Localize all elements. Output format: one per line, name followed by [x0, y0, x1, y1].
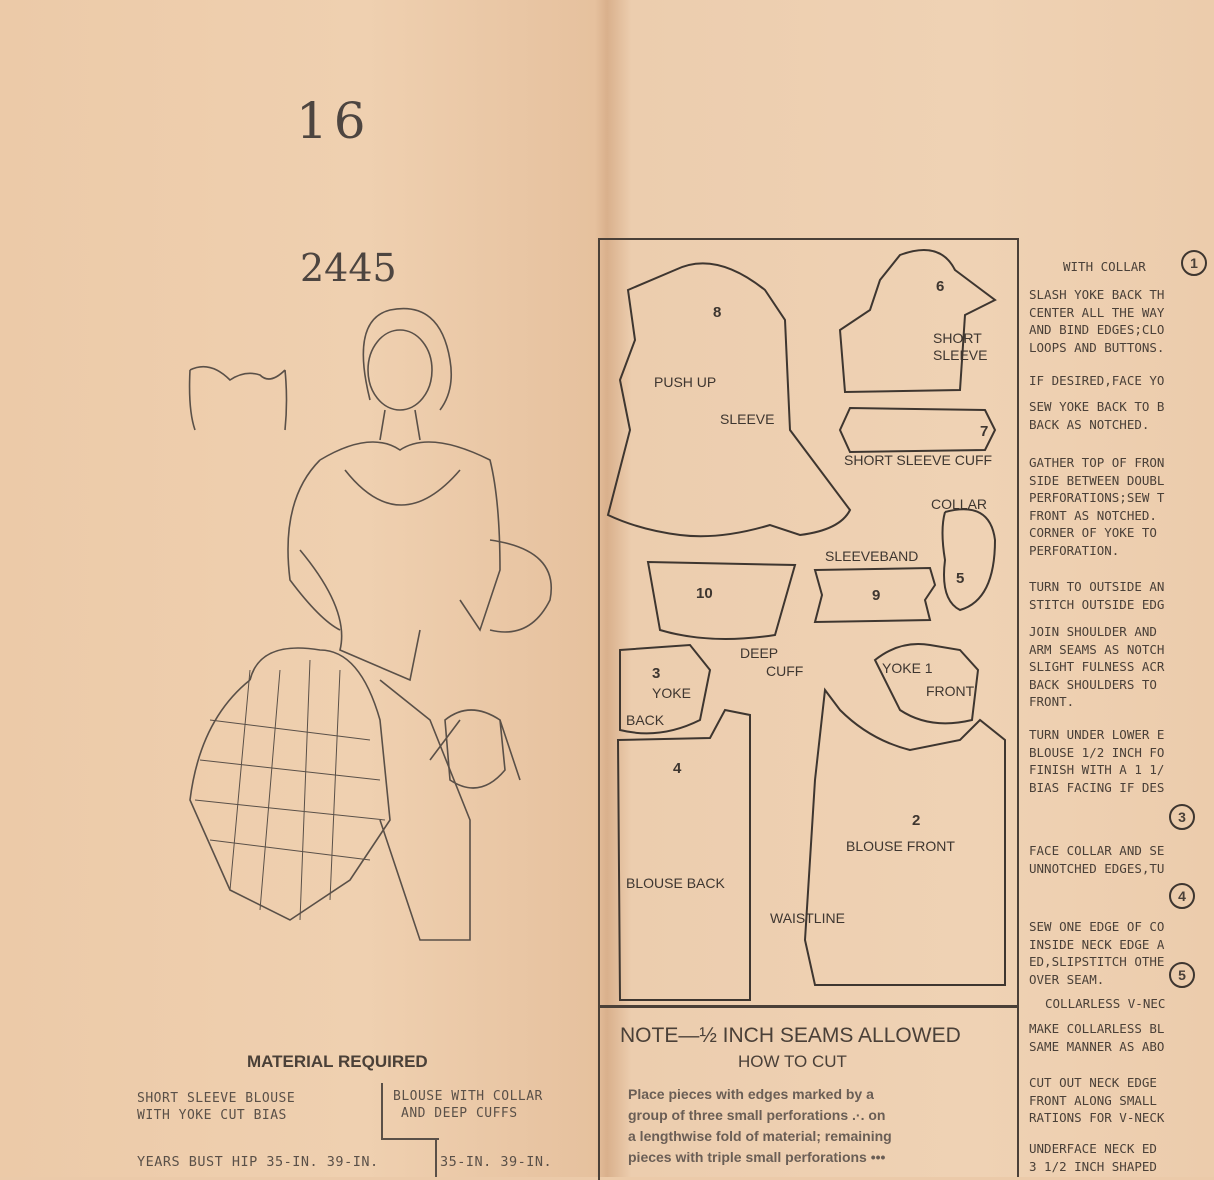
text-line: pieces with triple small perforations •••	[628, 1149, 886, 1165]
seams-note: NOTE—½ INCH SEAMS ALLOWED	[620, 1024, 961, 1047]
piece-deep-cuff	[648, 562, 795, 639]
instruction-paragraph	[1029, 918, 1164, 988]
text-line: LOOPS AND BUTTONS.	[1029, 339, 1165, 355]
text-line: INSIDE NECK EDGE A	[1029, 936, 1165, 952]
piece-label: SLEEVE	[720, 411, 775, 427]
instruction-paragraph	[1029, 623, 1164, 711]
section-heading: WITH COLLAR	[1063, 259, 1146, 274]
material-required-title: MATERIAL REQUIRED	[247, 1052, 428, 1071]
text-line: JOIN SHOULDER AND	[1029, 624, 1157, 639]
text-line: BACK SHOULDERS TO	[1029, 676, 1157, 692]
text-line: OVER SEAM.	[1029, 971, 1105, 987]
text-line: TURN TO OUTSIDE AN	[1029, 579, 1165, 594]
material-text: SHORT SLEEVE BLOUSE	[137, 1091, 296, 1106]
piece-sleeve	[608, 263, 850, 536]
text-line: BACK AS NOTCHED.	[1029, 416, 1150, 432]
piece-number: 6	[936, 278, 945, 295]
material-divider	[435, 1138, 437, 1177]
text-line: SLASH YOKE BACK TH	[1029, 287, 1165, 302]
text-line: SEW ONE EDGE OF CO	[1029, 919, 1165, 934]
piece-label: SLEEVEBAND	[825, 548, 919, 564]
material-col2	[393, 1088, 543, 1122]
text-line: MAKE COLLARLESS BL	[1029, 1021, 1165, 1036]
piece-number: 7	[980, 423, 989, 440]
piece-collar	[943, 509, 996, 610]
step-number: 3	[1169, 804, 1195, 830]
piece-number: 2	[912, 812, 921, 829]
text-line: PERFORATIONS;SEW T	[1029, 490, 1165, 505]
piece-label: YOKE 1	[882, 660, 933, 676]
pattern-number: 2445	[300, 246, 397, 290]
piece-label: SLEEVE	[933, 347, 988, 363]
text-line: FRONT.	[1029, 694, 1075, 709]
blouse-illustration	[170, 300, 590, 960]
how-to-cut-text	[628, 1084, 1018, 1168]
size-row: YEARS BUST HIP 35-IN. 39-IN.	[137, 1154, 379, 1170]
piece-label: SHORT SLEEVE CUFF	[844, 452, 993, 468]
section-heading: COLLARLESS V-NEC	[1045, 996, 1166, 1011]
piece-label: BLOUSE FRONT	[846, 838, 955, 854]
text-line: ED,SLIPSTITCH OTHE	[1029, 954, 1165, 969]
text-line: CENTER ALL THE WAY	[1029, 304, 1165, 320]
material-text: AND DEEP CUFFS	[401, 1106, 518, 1121]
piece-label: BACK	[626, 712, 665, 728]
text-line: SAME MANNER AS ABO	[1029, 1038, 1165, 1054]
instruction-paragraph	[1029, 286, 1164, 356]
size-number: 16	[296, 92, 372, 150]
piece-number: 10	[696, 585, 713, 602]
text-line: FRONT AS NOTCHED.	[1029, 507, 1157, 523]
text-line: ARM SEAMS AS NOTCH	[1029, 641, 1165, 657]
instruction-paragraph	[1029, 1074, 1164, 1127]
text-line: PERFORATION.	[1029, 542, 1120, 558]
step-number: 5	[1169, 962, 1195, 988]
instruction-paragraph	[1029, 578, 1164, 613]
text-line: FRONT ALONG SMALL	[1029, 1092, 1157, 1108]
text-line: 3 1/2 INCH SHAPED	[1029, 1158, 1157, 1174]
text-line: CORNER OF YOKE TO	[1029, 525, 1157, 540]
piece-number: 3	[652, 665, 661, 682]
pattern-layout-diagram	[598, 238, 1019, 1007]
instruction-paragraph	[1029, 454, 1164, 559]
text-line: GATHER TOP OF FRON	[1029, 455, 1165, 470]
text-line: SEW YOKE BACK TO B	[1029, 399, 1165, 414]
piece-blouse-back	[618, 710, 750, 1000]
text-line: BIAS FACING IF DES	[1029, 779, 1165, 795]
text-line: TURN UNDER LOWER E	[1029, 727, 1165, 742]
material-col1	[137, 1090, 295, 1124]
piece-number: 4	[673, 760, 682, 777]
size-row-2: 35-IN. 39-IN.	[440, 1154, 553, 1170]
piece-label: SHORT	[933, 330, 982, 346]
text-line: STITCH OUTSIDE EDG	[1029, 596, 1165, 612]
text-line: UNNOTCHED EDGES,TU	[1029, 860, 1165, 876]
text-line: FACE COLLAR AND SE	[1029, 843, 1165, 858]
piece-short-sleeve	[840, 250, 995, 392]
text-line: group of three small perforations .·. on	[628, 1107, 886, 1123]
instruction-paragraph	[1029, 842, 1164, 877]
step-number: 4	[1169, 883, 1195, 909]
piece-number: 9	[872, 587, 881, 604]
waistline-label: WAISTLINE	[770, 910, 845, 926]
text-line: AND BIND EDGES;CLO	[1029, 322, 1165, 337]
piece-label: BLOUSE BACK	[626, 875, 725, 891]
piece-label: CUFF	[766, 663, 804, 679]
text-line: Place pieces with edges marked by a	[628, 1086, 874, 1102]
piece-label: YOKE	[652, 685, 691, 701]
instruction-paragraph	[1029, 1140, 1157, 1175]
instructions-column	[1017, 238, 1214, 1177]
step-number: 1	[1181, 250, 1207, 276]
text-line: CUT OUT NECK EDGE	[1029, 1075, 1157, 1090]
piece-number: 8	[713, 304, 722, 321]
text-line: SIDE BETWEEN DOUBL	[1029, 472, 1165, 488]
text-line: SLIGHT FULNESS ACR	[1029, 659, 1165, 674]
piece-label: DEEP	[740, 645, 779, 661]
instruction-paragraph	[1029, 726, 1164, 796]
text-line: UNDERFACE NECK ED	[1029, 1141, 1157, 1156]
how-to-cut-box	[598, 1005, 1017, 1180]
material-text: WITH YOKE CUT BIAS	[137, 1108, 287, 1123]
instruction-paragraph: IF DESIRED,FACE YO	[1029, 373, 1165, 388]
how-to-cut-heading: HOW TO CUT	[738, 1052, 847, 1071]
piece-short-sleeve-cuff	[840, 408, 995, 452]
piece-label: COLLAR	[931, 496, 988, 512]
piece-label: FRONT	[926, 683, 975, 699]
piece-number: 5	[956, 570, 965, 587]
text-line: FINISH WITH A 1 1/	[1029, 762, 1165, 777]
text-line: RATIONS FOR V-NECK	[1029, 1110, 1165, 1125]
text-line: BLOUSE 1/2 INCH FO	[1029, 744, 1165, 760]
instruction-paragraph	[1029, 398, 1164, 433]
instruction-paragraph	[1029, 1020, 1164, 1055]
text-line: a lengthwise fold of material; remaining	[628, 1128, 892, 1144]
material-text: BLOUSE WITH COLLAR	[393, 1089, 543, 1104]
piece-label: PUSH UP	[654, 374, 717, 390]
